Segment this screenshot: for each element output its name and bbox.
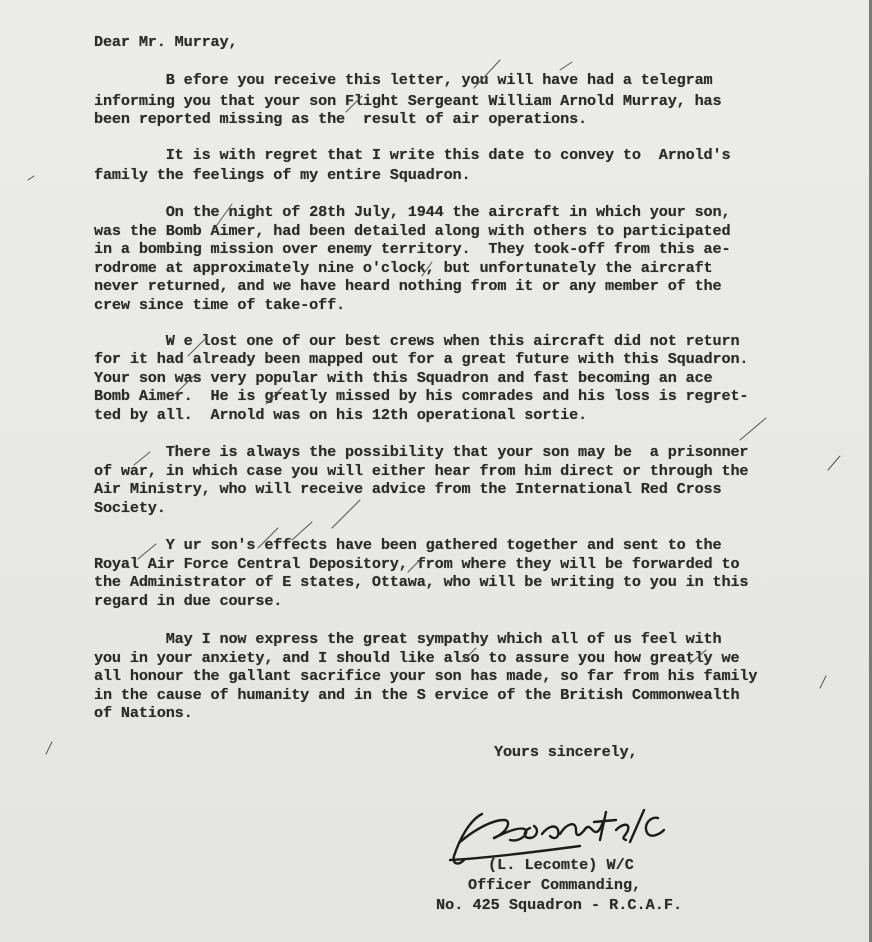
signature-unit: No. 425 Squadron - R.C.A.F. xyxy=(436,896,683,914)
p1-line-3: been reported missing as the result of air operations. xyxy=(94,110,588,128)
p7-line-3: all honour the gallant sacrifice your son has made, so far from his family xyxy=(94,667,758,685)
p4-line-1: W e lost one of our best crews when this aircraft did not return xyxy=(94,332,740,350)
p6-line-4: regard in due course. xyxy=(94,592,283,610)
p1-line-2: informing you that your son Flight Sergeant William Arnold Murray, has xyxy=(94,92,722,110)
p7-line-2: you in your anxiety, and I should like also to assure you how greatly we xyxy=(94,649,740,667)
p3-line-2: was the Bomb Aimer, had been detailed along with others to participated xyxy=(94,222,731,240)
p4-line-2: for it had already been mapped out for a great future with this Squadron. xyxy=(94,350,749,368)
p6-line-1: Y ur son's effects have been gathered together and sent to the xyxy=(94,536,722,554)
p3-line-3: in a bombing mission over enemy territory. They took-off from this ae- xyxy=(94,240,731,258)
p6-line-2: Royal Air Force Central Depository, from where they will be forwarded to xyxy=(94,555,740,573)
p1-line-1: B efore you receive this letter, you will have had a telegram xyxy=(94,71,713,89)
p2-line-1: It is with regret that I write this date to convey to Arnold's xyxy=(94,146,731,164)
p5-line-2: of war, in which case you will either hear from him direct or through the xyxy=(94,462,749,480)
p6-line-3: the Administrator of E states, Ottawa, who will be writing to you in this xyxy=(94,573,749,591)
p3-line-4: rodrome at approximately nine o'clock, but unfortunately the aircraft xyxy=(94,259,713,277)
p5-line-3: Air Ministry, who will receive advice from the International Red Cross xyxy=(94,480,722,498)
p3-line-5: never returned, and we have heard nothing from it or any member of the xyxy=(94,277,722,295)
p7-line-5: of Nations. xyxy=(94,704,193,722)
p3-line-1: On the night of 28th July, 1944 the aircraft in which your son, xyxy=(94,203,731,221)
p7-line-4: in the cause of humanity and in the S ervice of the British Commonwealth xyxy=(94,686,740,704)
signature-title: Officer Commanding, xyxy=(468,876,642,894)
p7-line-1: May I now express the great sympathy which all of us feel with xyxy=(94,630,722,648)
closing: Yours sincerely, xyxy=(494,743,638,761)
salutation: Dear Mr. Murray, xyxy=(94,33,238,51)
p4-line-3: Your son was very popular with this Squadron and fast becoming an ace xyxy=(94,369,713,387)
signature-block xyxy=(420,790,740,920)
p4-line-4: Bomb Aimer. He is greatly missed by his comrades and his loss is regret- xyxy=(94,387,749,405)
p5-line-1: There is always the possibility that your son may be a prisonner xyxy=(94,443,749,461)
p5-line-4: Society. xyxy=(94,499,166,517)
p4-line-5: ted by all. Arnold was on his 12th operational sortie. xyxy=(94,406,588,424)
p3-line-6: crew since time of take-off. xyxy=(94,296,345,314)
p2-line-2: family the feelings of my entire Squadron. xyxy=(94,166,471,184)
signature-name: (L. Lecomte) W/C xyxy=(488,856,634,874)
